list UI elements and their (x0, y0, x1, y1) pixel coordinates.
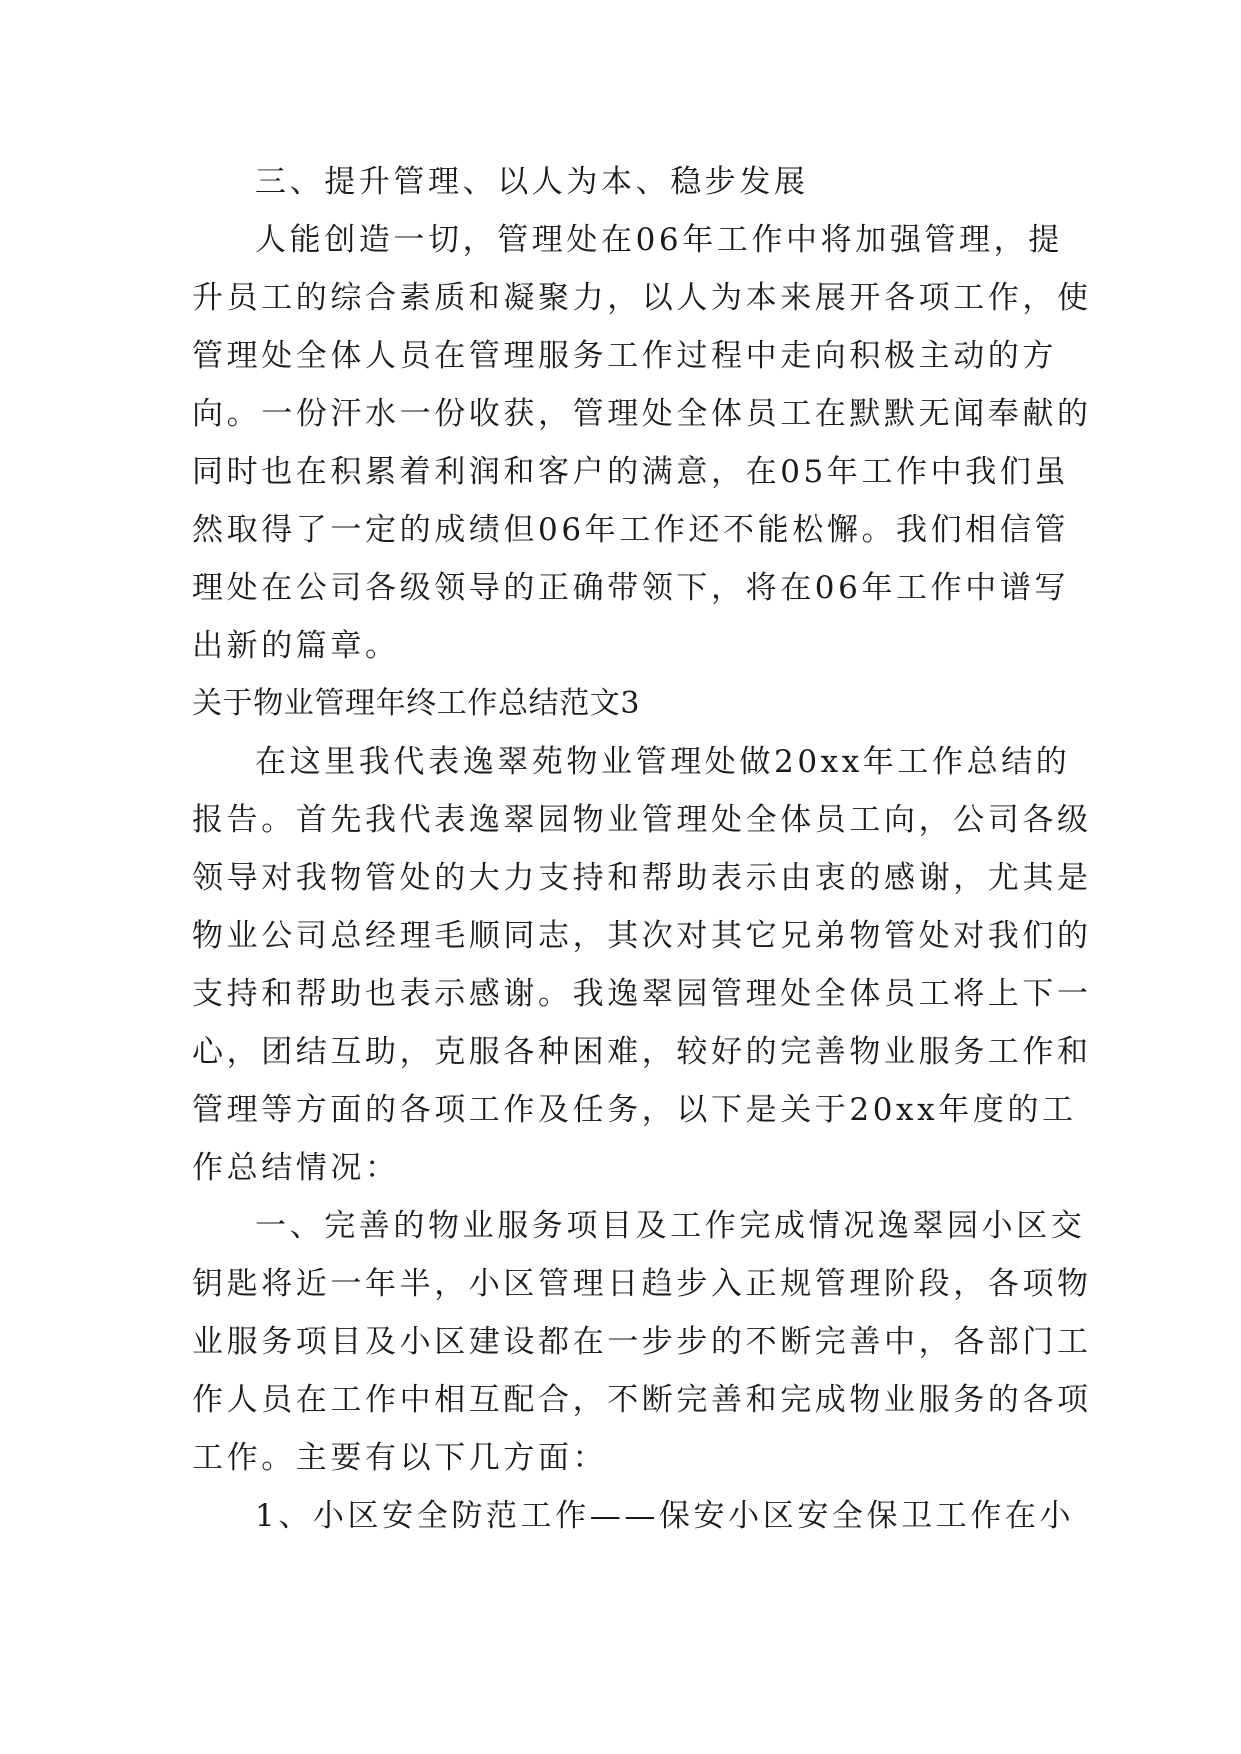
paragraph-line: 人能创造一切，管理处在06年工作中将加强管理，提 (255, 222, 1063, 258)
paragraph-line: 同时也在积累着利润和客户的满意，在05年工作中我们虽 (192, 454, 1070, 490)
paragraph-line: 领导对我物管处的大力支持和帮助表示由衷的感谢，尤其是 (192, 860, 1092, 896)
paragraph-line: 支持和帮助也表示感谢。我逸翠园管理处全体员工将上下一 (192, 976, 1092, 1012)
article-title: 关于物业管理年终工作总结范文3 (192, 686, 641, 721)
paragraph-line: 然取得了一定的成绩但06年工作还不能松懈。我们相信管 (192, 512, 1070, 548)
paragraph-line: 钥匙将近一年半，小区管理日趋步入正规管理阶段，各项物 (192, 1266, 1092, 1302)
paragraph-line: 报告。首先我代表逸翠园物业管理处全体员工向，公司各级 (192, 802, 1092, 838)
paragraph-line: 升员工的综合素质和凝聚力，以人为本来展开各项工作，使 (192, 280, 1092, 316)
paragraph-line: 1、小区安全防范工作——保安小区安全保卫工作在小 (255, 1498, 1075, 1534)
paragraph-line: 业服务项目及小区建设都在一步步的不断完善中，各部门工 (192, 1324, 1092, 1360)
section-heading: 三、提升管理、以人为本、稳步发展 (255, 164, 809, 200)
paragraph-line: 作总结情况： (192, 1150, 400, 1186)
paragraph-line: 一、完善的物业服务项目及工作完成情况逸翠园小区交 (255, 1208, 1086, 1244)
paragraph-line: 出新的篇章。 (192, 628, 400, 664)
paragraph-line: 心，团结互助，克服各种困难，较好的完善物业服务工作和 (192, 1034, 1092, 1070)
paragraph-line: 物业公司总经理毛顺同志，其次对其它兄弟物管处对我们的 (192, 918, 1092, 954)
paragraph-line: 作人员在工作中相互配合，不断完善和完成物业服务的各项 (192, 1382, 1092, 1418)
paragraph-line: 在这里我代表逸翠苑物业管理处做20xx年工作总结的 (255, 744, 1071, 780)
paragraph-line: 管理处全体人员在管理服务工作过程中走向积极主动的方 (192, 338, 1057, 374)
paragraph-line: 管理等方面的各项工作及任务，以下是关于20xx年度的工 (192, 1092, 1077, 1128)
paragraph-line: 向。一份汗水一份收获，管理处全体员工在默默无闻奉献的 (192, 396, 1092, 432)
paragraph-line: 理处在公司各级领导的正确带领下，将在06年工作中谱写 (192, 570, 1070, 606)
paragraph-line: 工作。主要有以下几方面： (192, 1440, 608, 1476)
